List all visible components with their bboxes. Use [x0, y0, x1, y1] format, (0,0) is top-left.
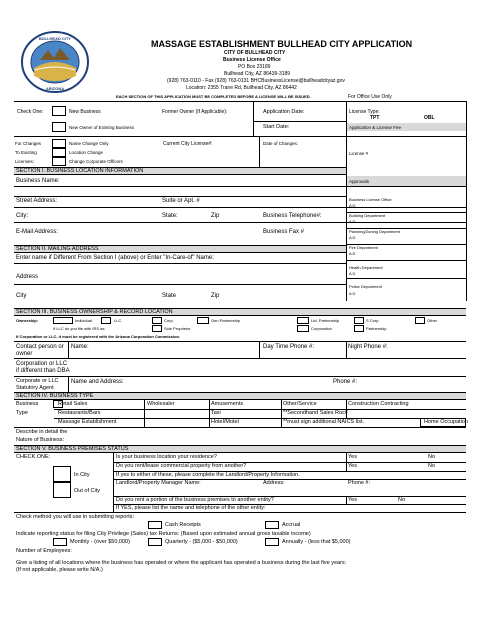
officer-change-checkbox[interactable] [52, 157, 66, 166]
business-telephone-label: Business Telephone#: [263, 213, 322, 219]
in-city-checkbox[interactable] [53, 466, 71, 482]
employees-label: Number of Employees: [16, 548, 72, 554]
svg-text:BULLHEAD CITY: BULLHEAD CITY [38, 36, 72, 41]
accrual-checkbox[interactable] [265, 521, 279, 529]
wholesaler-label: Wholesaler [147, 401, 175, 407]
new-owner-checkbox[interactable] [52, 122, 66, 132]
taxi-label: Taxi [211, 410, 221, 416]
tpt-label: TPT [370, 115, 380, 121]
for-changes-label: For Changes [15, 141, 42, 146]
contact-line: (928) 763-0110 - Fax (928) 763-0131 BHCBusinessLicense@bullheadcityaz.gov [167, 78, 345, 84]
yes-list-note: If YES, please list the name and telephone of the other entity: [116, 505, 266, 511]
contact-person-label: Contact person or [16, 344, 64, 350]
completion-notice: EACH SECTION OF THIS APPLICATION MUST BE COMPLETED BEFORE A LICENSE WILL BE ISSUED. [116, 94, 311, 99]
license-type-label: License Type: [349, 109, 380, 115]
suite-label: Suite or Apt. # [162, 198, 200, 204]
s-corp-label: S Corp. [366, 318, 380, 323]
corp-llc-label: Corporation or LLC [16, 361, 68, 367]
owner-label: owner [16, 351, 33, 357]
dept-ad-6: A D [349, 291, 356, 296]
check-one-label: Check One: [17, 109, 44, 115]
cash-receipts-label: Cash Receipts [165, 522, 201, 528]
mailing-state-label: State [162, 293, 177, 299]
license-number-label: License # [349, 151, 369, 156]
business-fax-label: Business Fax # [263, 229, 305, 235]
mailing-zip-label: Zip [211, 293, 220, 299]
partnership-label: Partnership [366, 326, 387, 331]
name-change-label: Name Change Only [69, 141, 109, 146]
q-portion-no: No [398, 497, 406, 503]
day-phone-label: Day Time Phone #: [263, 344, 315, 350]
secondhand-label: **Secondhand Sales Roc# [283, 410, 348, 416]
dept-planning: Planning/Zoning Department [349, 229, 400, 234]
former-owner-label: Former Owner (If Applicable): [162, 109, 228, 115]
mailing-address-label: Address [16, 274, 39, 280]
licenses-label: Licenses: [15, 159, 35, 164]
sole-prop-label: Sole Proprietor [164, 326, 191, 331]
dept-business-license: Business License Office [349, 197, 392, 202]
new-owner-label: New Owner of Existing Business [69, 125, 135, 130]
business-label: Business [16, 401, 39, 407]
q-portion-yes: Yes [348, 497, 357, 503]
dept-building: Building Department [349, 213, 386, 218]
ltd-partnership-label: Ltd. Partnership [311, 318, 340, 323]
accrual-label: Accrual [282, 522, 301, 528]
obl-label: OBL [424, 115, 435, 121]
night-phone-label: Night Phone #: [348, 344, 388, 350]
corporation-checkbox[interactable] [297, 325, 309, 332]
city-name: CITY OF BULLHEAD CITY [224, 50, 286, 56]
partnership-checkbox[interactable] [354, 325, 364, 332]
describe-label-1: Describe in detail the [16, 429, 68, 435]
other-ownership-checkbox[interactable] [415, 317, 425, 324]
new-business-checkbox[interactable] [52, 106, 66, 116]
gen-partnership-checkbox[interactable] [197, 317, 209, 324]
location-change-checkbox[interactable] [52, 148, 66, 157]
office-name: Business License Office [223, 57, 281, 63]
landlord-address-label: Address: [263, 480, 285, 486]
construction-label: Construction Contracting [348, 401, 409, 407]
reporting-status-label: Indicate reporting status for filing City Privilege (Sales) tax Returns: (Based upon estimated annual gross taxable income) [16, 531, 311, 537]
city-label: City: [16, 213, 28, 219]
retail-label: Retail Sales [58, 401, 88, 407]
name-change-checkbox[interactable] [52, 139, 66, 148]
type-label: Type [16, 410, 28, 416]
in-city-label: In City [74, 472, 90, 478]
naics-note: **must sign additional NAICS list. [283, 419, 365, 425]
corp-registration-note: If Corporation or LLC, it must be registered with the Arizona Corporation Commission. [16, 334, 181, 339]
contact-name-label: Name: [71, 344, 89, 350]
start-date-label: Start Date: [263, 124, 290, 130]
dept-ad-5: A D [349, 271, 356, 276]
llc-label: LLC [114, 318, 122, 323]
q-residence-yes: Yes [348, 454, 357, 460]
new-business-label: New Business [69, 109, 101, 115]
dept-fire: Fire Department [349, 245, 378, 250]
individual-checkbox[interactable] [53, 317, 73, 324]
cash-receipts-checkbox[interactable] [148, 521, 162, 529]
officer-change-label: Change Corporate Officers [69, 159, 123, 164]
quarterly-label: Quarterly - ($5,000 - $50,000) [165, 539, 238, 545]
svg-text:ARIZONA: ARIZONA [45, 86, 65, 91]
q-portion: Do you rent a portion of the business premises to another entity? [116, 497, 274, 503]
check-method-label: Check method you will use in submitting reports: [16, 514, 134, 520]
statutory-agent-label-1: Corporate or LLC [16, 378, 59, 384]
application-date-label: Application Date: [263, 109, 305, 115]
amusements-label: Amusements [211, 401, 244, 407]
corporation-label: Corporation [311, 326, 332, 331]
section-5-header: SECTION V. BUSINESS PREMISES STATUS [16, 446, 129, 452]
dept-ad-2: A D [349, 219, 356, 224]
other-ownership-label: Other [427, 318, 438, 323]
dept-health: Health Department [349, 265, 383, 270]
email-label: E-Mail Address: [16, 229, 59, 235]
form-title: MASSAGE ESTABLISHMENT BULLHEAD CITY APPLICATION [151, 39, 413, 49]
corp-llc-dba-label: if different than DBA [16, 368, 70, 374]
city-seal-logo [20, 30, 90, 94]
q-residence-no: No [428, 454, 436, 460]
describe-label-2: Nature of Business: [16, 437, 64, 443]
business-name-label: Business Name: [16, 178, 60, 184]
dept-police: Police Department [349, 284, 382, 289]
hotel-label: Hotel/Motel [211, 419, 239, 425]
current-license-label: Current City License#: [163, 141, 213, 147]
state-label: State: [162, 213, 178, 219]
location-line: Location: 2355 Trane Rd, Bullhead City, AZ 86442 [186, 85, 297, 91]
corp-label: Corp. [164, 318, 174, 323]
mailing-instruction: Enter name if Different From Section I (above) or Enter "In-Care-of" Name: [16, 255, 214, 261]
other-service-label: Other/Service [283, 401, 317, 407]
office-use-label: For Office Use Only [348, 94, 392, 100]
to-existing-label: To Existing [15, 150, 37, 155]
street-address-label: Street Address: [16, 198, 58, 204]
mailing-city-label: City [16, 293, 27, 299]
dept-ad-3: A D [349, 235, 356, 240]
zip-label: Zip [211, 213, 220, 219]
q-rent-yes: Yes [348, 463, 357, 469]
section-4-header: SECTION IV. BUSINESS TYPE [16, 393, 94, 399]
gen-partnership-label: Gen Partnership [211, 318, 241, 323]
annually-label: Annually - (less that $5,000) [282, 539, 351, 545]
approvals-label: Approvals [349, 179, 370, 184]
restaurants-label: Restaurants/Bars [58, 410, 101, 416]
q-rent-no: No [428, 463, 436, 469]
sole-prop-checkbox[interactable] [152, 325, 162, 332]
corp-checkbox[interactable] [152, 317, 162, 324]
location-change-label: Location Change [69, 150, 104, 155]
dept-ad-4: A D [349, 251, 356, 256]
quarterly-checkbox[interactable] [148, 538, 162, 546]
app-fee-label: Application & License Fee [349, 125, 402, 130]
agent-phone-label: Phone #: [333, 379, 358, 385]
landlord-phone-label: Phone #: [348, 480, 371, 486]
ltd-partnership-checkbox[interactable] [297, 317, 309, 324]
annually-checkbox[interactable] [265, 538, 279, 546]
llc-file-as-label: If LLC do you file with IRS as: [53, 326, 106, 331]
monthly-checkbox[interactable] [53, 538, 67, 546]
individual-label: Individual [75, 318, 92, 323]
q-rent: Do you rent/lease commercial property from another? [116, 463, 247, 469]
monthly-label: Monthly - (over $50,000) [70, 539, 130, 545]
agent-name-address-label: Name and Address: [71, 379, 124, 385]
section-1-header: SECTION I. BUSINESS LOCATION INFORMATION [16, 168, 144, 174]
locations-listing-label: Give a listing of all locations where the business has operated or where the applicant has operated a business during the last five years: [16, 560, 347, 566]
statutory-agent-label-2: Statutory Agent [16, 385, 54, 391]
landlord-name-label: Landlord/Property Manager Name: [116, 480, 201, 486]
premises-check-one: CHECK ONE: [16, 454, 51, 460]
city-state-zip: Bullhead City, AZ 86439-3189 [224, 71, 291, 77]
section-2-header: SECTION II. MAILING ADDRESS [16, 246, 99, 252]
po-box: PO Box 23189 [238, 64, 271, 70]
landlord-note: If yes to either of these, please complete the Landlord/Property Information. [116, 472, 300, 478]
not-applicable-note: (If not applicable, please write N/A.) [16, 567, 103, 573]
s-corp-checkbox[interactable] [354, 317, 364, 324]
massage-label: Massage Establishment [58, 419, 117, 425]
q-residence: Is your business location your residence? [116, 454, 217, 460]
out-city-label: Out of City [74, 488, 100, 494]
ownership-label: Ownership: [16, 318, 39, 323]
out-city-checkbox[interactable] [53, 482, 71, 498]
home-occupation-label: Home Occupation [424, 419, 469, 425]
dept-ad-1: A D [349, 203, 356, 208]
date-of-changes-label: Date of Changes: [263, 141, 299, 146]
section-3-header: SECTION III. BUSINESS OWNERSHIP & RECORD LOCATION [16, 309, 173, 315]
llc-checkbox[interactable] [101, 317, 111, 324]
